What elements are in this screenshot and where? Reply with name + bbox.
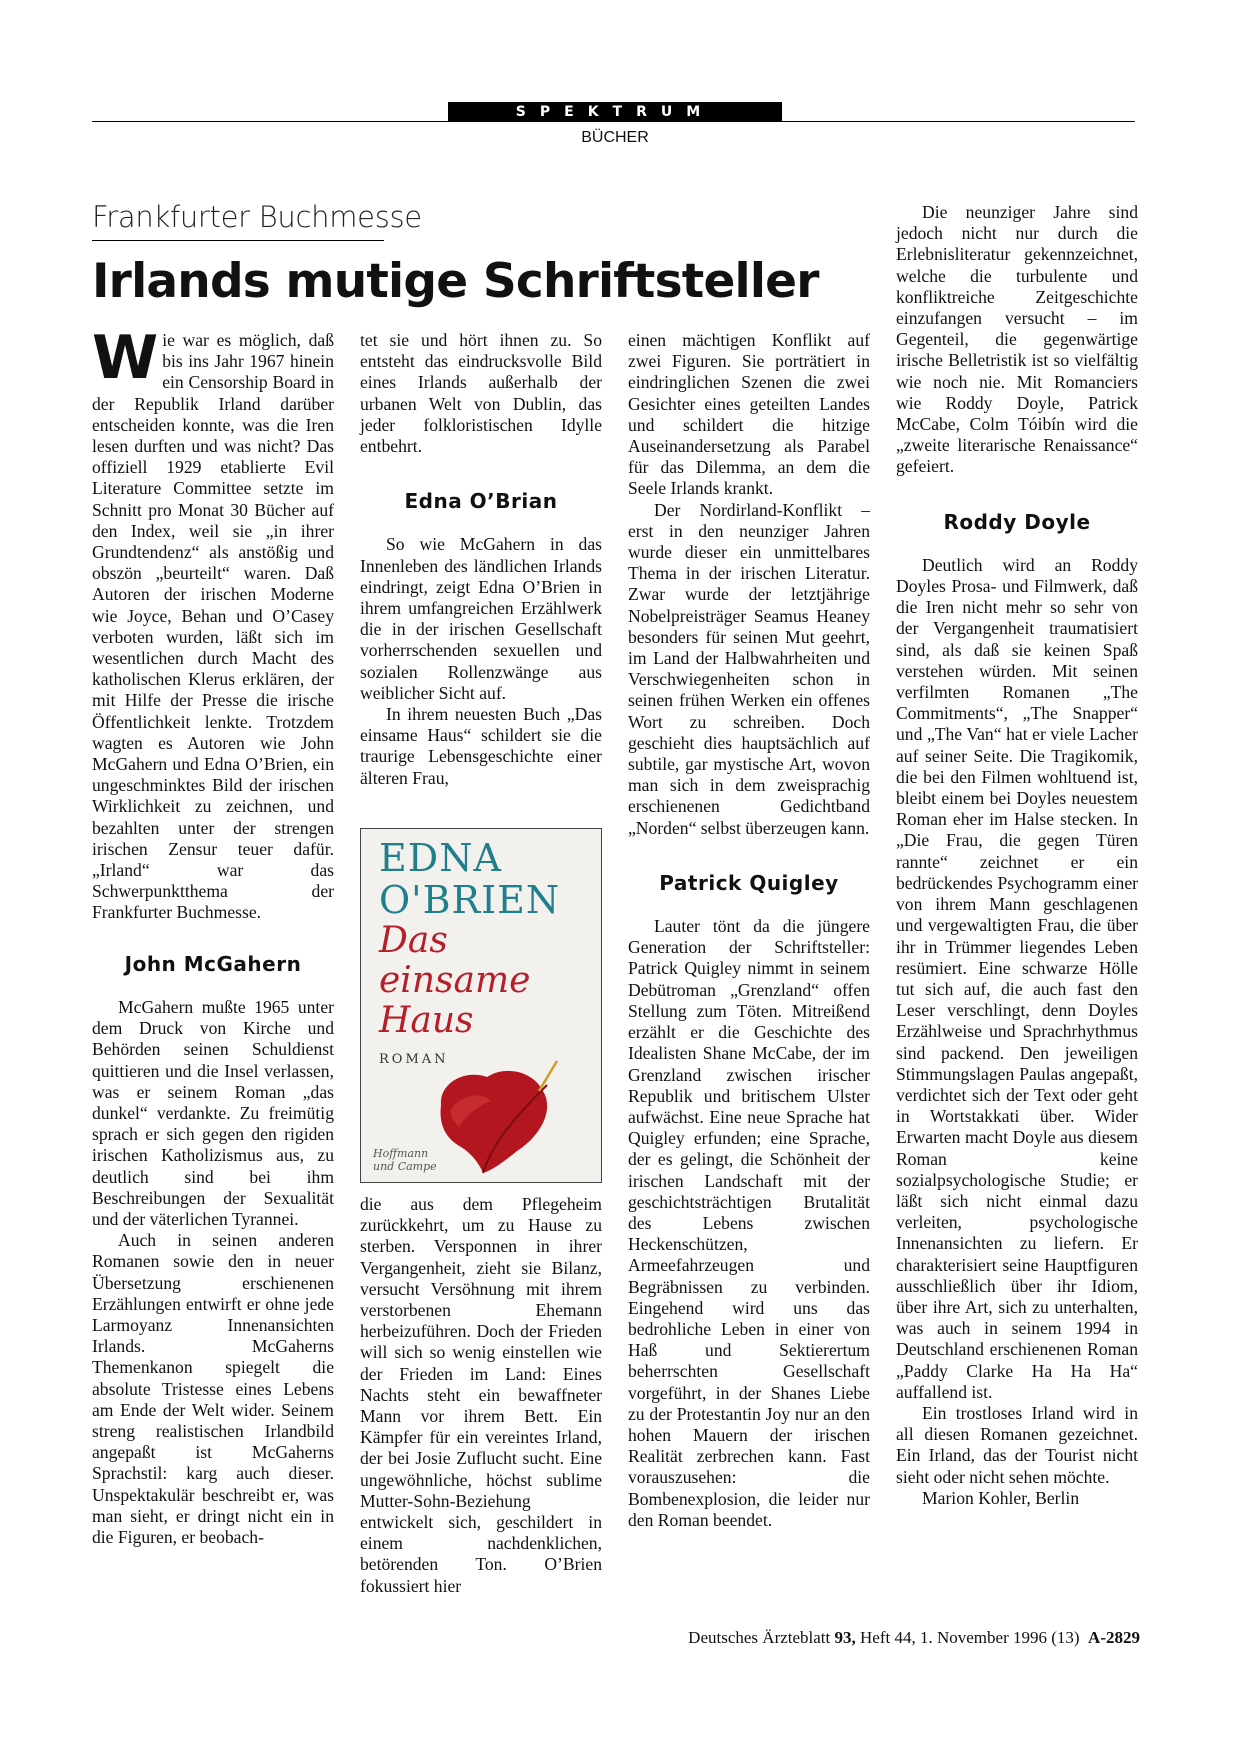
obrien-paragraph-1: So wie McGahern in das Innenleben des ländlichen Irlands eindringt, zeigt Edna O’Brien in ihrem umfangreichen Erzählwerk die in der irischen Gesellschaft vorherrschenden sexuellen und sozialen Rollenzwänge aus weiblicher Sicht auf.: [360, 534, 602, 703]
journal-name: Deutsches Ärzteblatt: [688, 1628, 831, 1647]
cover-title: Das einsame Haus: [379, 920, 531, 1041]
rubric-underline: [92, 240, 384, 241]
doyle-paragraph-2: Ein trostloses Irland wird in all diesen Romanen gezeichnet. Ein Irland, das der Tourist nicht sieht oder nicht sehen möchte.: [896, 1402, 1138, 1487]
cover-publisher: Hoffmann und Campe: [373, 1147, 437, 1173]
column-2: [360, 330, 602, 789]
heading-roddy-doyle: Roddy Doyle: [943, 509, 1091, 534]
column-2-lower: [360, 1194, 602, 1597]
mcgahern-paragraph-1: McGahern mußte 1965 unter dem Druck von Kirche und Behörden seinen Schuldienst quittieren und die Insel verlassen, was er seinem Roman „das dunkel“ verdankte. Zu freimütig sprach er sich gegen den rigiden irischen Katholizismus aus, zu deutlich sind bei ihm Beschreibungen der Sexualität und der väterlichen Tyrannei.: [92, 996, 334, 1229]
heading-john-mcgahern: John McGahern: [124, 951, 302, 976]
quigley-paragraph: Lauter tönt da die jüngere Generation der Schriftsteller: Patrick Quigley nimmt in seinem Debütroman „Grenzland“ offen Stellung zum Töten. Mitreißend erzählt er die Geschichte des Idealisten Shane McCabe, der im Grenzland zwischen irischer Republik und britischem Ulster aufwächst. Eine neue Sprache hat Quigley erfunden; eine Sprache, der es gelingt, die Schönheit der irischen Landschaft mit der geschichtsträchtigen Brutalität des Lebens zwischen Heckenschützen, Armeefahrzeugen und Begräbnissen zu verbinden. Eingehend wird uns das bedrohliche Leben in einer von Haß und Sektierertum beherrschten Gesellschaft vorgeführt, in der Shanes Liebe zu der Protestantin Joy nur an den hohen Mauern der irischen Realität zerbrechen kann. Fast vorauszusehen: die Bombenexplosion, die leider nur den Roman beendet.: [628, 916, 870, 1530]
column-4: [896, 202, 1138, 1509]
journal-volume: 93,: [834, 1628, 856, 1647]
issue-date: Heft 44, 1. November 1996 (13): [860, 1628, 1080, 1647]
subsection-label: BÜCHER: [581, 129, 649, 146]
northern-ireland-paragraph: Der Nordirland-Konflikt – erst in den neunziger Jahren wurde dieser ein unmittelbares Thema in der irischen Literatur. Zwar wurde der letztjährige Nobelpreisträger Seamus Heaney besonders für seinen Mut geehrt, im Land der Halbwahrheiten und Verschwiegenheiten schon in seinen frühen Werken ein offenes Wort zu schreiben. Doch geschieht dies hauptsächlich auf subtile, gar mystische Art, wovon man sich in dem zweisprachig erschienenen Gedichtband „Norden“ selbst überzeugen kann.: [628, 499, 870, 838]
drop-cap: W: [92, 323, 159, 393]
obrien-paragraph-3: die aus dem Pflegeheim zurückkehrt, um zu Hause zu sterben. Versponnen in ihrer Vergangenheit, zieht sie Bilanz, versucht Versöhnung mit ihrem verstorbenen Ehemann herbeizuführen. Doch der Frieden will sich so wenig einstellen wie der Frieden im Land: Eines Nachts steht ein bewaffneter Mann vor ihrem Bett. Ein Kämpfer für ein vereintes Irland, der bei Josie Zuflucht sucht. Eine ungewöhnliche, höchst sublime Mutter-Sohn-Beziehung entwickelt sich, geschildert in einem nachdenklichen, betörenden Ton. O’Brien fokussiert hier: [360, 1194, 602, 1596]
column-1: [92, 323, 334, 1548]
author-signature: Marion Kohler, Berlin: [922, 1487, 1080, 1508]
intro-paragraph: Wie war es möglich, daß bis ins Jahr 1967 hinein ein Censorship Board in der Republik Irland darüber entscheiden konnte, was die Iren lesen durften und was nicht? Das offiziell 1929 etablierte Evil Literature Committee setzte im Schnitt pro Monat 30 Bücher auf den Index, weil sie „in ihrer Grundtendenz“ als anstößig und obszön „beurteilt“ waren. Daß Autoren der irischen Moderne wie Joyce, Behan und O’Casey verboten wurden, läßt sich im wesentlichen durch Macht des katholischen Klerus erklären, der mit Hilfe der Presse die irische Öffentlichkeit lenkte. Trotzdem wagten es Autoren wie John McGahern und Edna O’Brien, ein ungeschminktes Bild der irischen Wirklichkeit zu zeichnen, und bezahlten unter der strengen irischen Zensur teuer dafür. „Irland“ war das Schwerpunktthema der Frankfurter Buchmesse.: [92, 323, 334, 923]
column-3: [628, 330, 870, 1531]
cover-author: EDNA O'BRIEN: [379, 836, 561, 922]
doyle-paragraph-1: Deutlich wird an Roddy Doyles Prosa- und Filmwerk, daß die Iren nicht mehr so sehr von der Vergangenheit traumatisiert sind, als daß sie keinen Spaß verstehen würden. Mit seinen verfilmten Romanen „The Commitments“, „The Snapper“ und „The Van“ hat er viele Lacher auf seiner Seite. Die Tragikomik, die bei den Filmen wohltuend ist, bleibt einem bei Doyles neuestem Roman eher im Halse stecken. In „Die Frau, die gegen Türen rannte“ zeichnet er ein bedrückendes Psychogramm einer von ihrem Mann geschlagenen und vergewaltigten Frau, die über ihr in Trümmer liegendes Leben resümiert. Eine schwarze Hölle tut sich auf, die auch fast den Leser verschlingt, denn Doyles Erzählweise und Sprachrhythmus sind packend. Den jeweiligen Stimmungslagen Paulas angepaßt, verdichtet sich der Text oder geht in Wortstakkati über. Wider Erwarten macht Doyle aus diesem Roman keine sozialpsychologische Studie; er läßt sich nicht einmal dazu verleiten, psychologische Innenansichten zu liefern. Er charakterisiert seine Hauptfiguren ausschließlich über ihr Idiom, über ihre Art, sich zu unterhalten, was auch in seinem 1994 in Deutschland erschienenen Roman „Paddy Clarke Ha Ha Ha“ auffallend ist.: [896, 554, 1138, 1402]
heading-patrick-quigley: Patrick Quigley: [659, 870, 839, 895]
article-rubric: Frankfurter Buchmesse: [92, 200, 422, 234]
article-headline: Irlands mutige Schriftsteller: [92, 254, 819, 309]
page-footer: [688, 1628, 1140, 1648]
column-2-continuation: tet sie und hört ihnen zu. So entsteht das eindrucksvolle Bild eines Irlands außerhalb der urbanen Welt von Dublin, das jeder folkloristischen Idylle entbehrt.: [360, 330, 602, 457]
obrien-paragraph-2: In ihrem neuesten Buch „Das einsame Haus“ schildert sie die traurige Lebensgeschichte einer älteren Frau,: [360, 704, 602, 788]
red-leaf-icon: [421, 1057, 571, 1177]
page-number: A-2829: [1088, 1628, 1140, 1647]
nineties-paragraph: Die neunziger Jahre sind jedoch nicht nur durch die Erlebnisliteratur gekennzeichnet, welche die turbulente und konfliktreiche Zeitgeschichte einzufangen versucht – im Gegenteil, die gegenwärtige irische Belletristik ist so vielfältig wie noch nie. Mit Romanciers wie Roddy Doyle, Patrick McCabe, Colm Tóibín wird die „zweite literarische Renaissance“ gefeiert.: [896, 202, 1138, 477]
cover-genre: ROMAN: [379, 1052, 449, 1067]
heading-edna-obrien: Edna O’Brian: [404, 489, 558, 514]
section-label: SPEKTRUM: [448, 102, 782, 122]
book-cover-image: [360, 828, 602, 1183]
column-3-continuation: einen mächtigen Konflikt auf zwei Figuren. Sie porträtiert in eindringlichen Szenen die zwei Gesichter eines geteilten Landes und schildert die hitzige Auseinandersetzung als Parabel für das Dilemma, an dem die Seele Irlands krankt.: [628, 330, 870, 499]
mcgahern-paragraph-2: Auch in seinen anderen Romanen sowie den in neuer Übersetzung erschienenen Erzählungen entwirft er ohne jede Larmoyanz Innenansichten Irlands. McGaherns Themenkanon spiegelt die absolute Tristesse eines Lebens am Ende der Welt wider. Seinem streng realistischen Irlandbild angepaßt ist McGaherns Sprachstil: karg auch dieser. Unspektakulär beschreibt er, was man sieht, er dringt nicht ein in die Figuren, er beobach-: [92, 1230, 334, 1547]
